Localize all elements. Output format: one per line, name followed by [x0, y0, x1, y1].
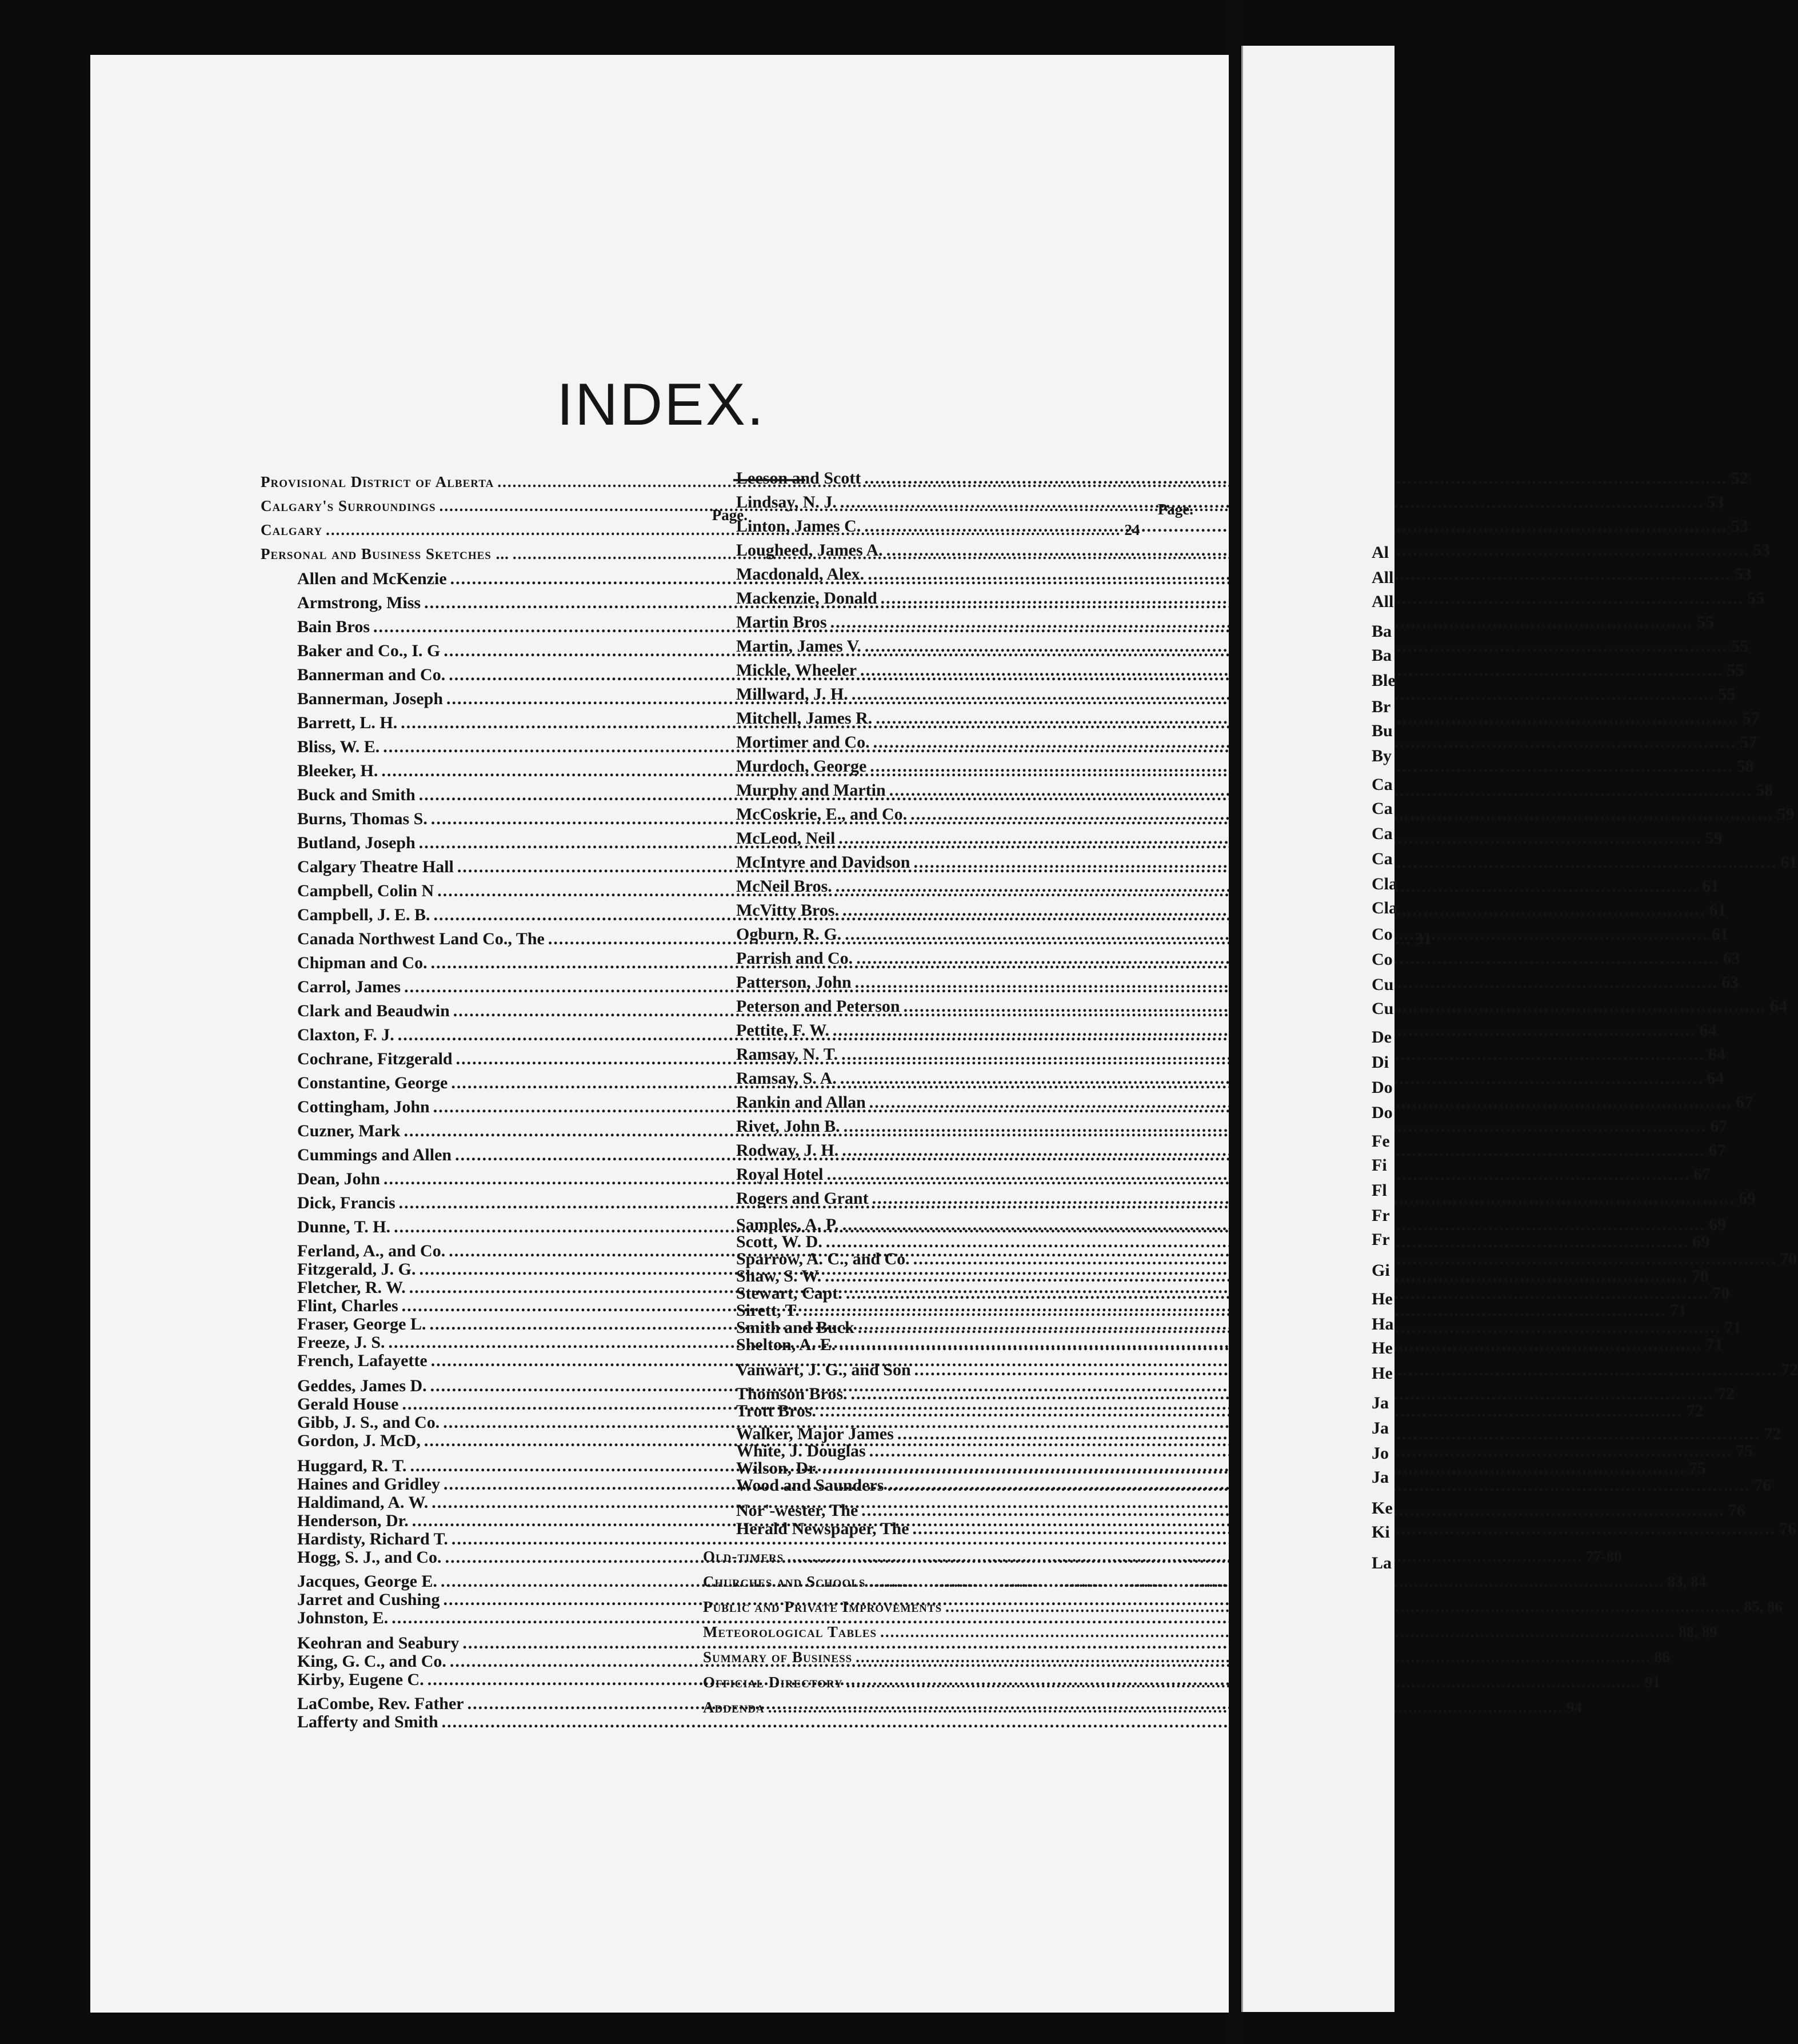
index-entry [261, 474, 676, 490]
entry-label: Peterson and Peterson [736, 997, 900, 1016]
entry-label: Martin, James V. [736, 637, 861, 656]
facing-page-fragment: Cu [1372, 999, 1394, 1018]
entry-page-number: 94 [1567, 1699, 1583, 1716]
facing-page-fragment: By [1372, 746, 1392, 765]
entry-label: Churches and Schools [703, 1573, 866, 1590]
entry-label: Mickle, Wheeler [736, 661, 857, 680]
entry-page-number: 58 [1736, 757, 1754, 776]
entry-label: Summary of Business [703, 1648, 853, 1666]
page-column-header-left: Page. [712, 506, 748, 524]
entry-label: Flint, Charles [297, 1296, 398, 1315]
facing-page-fragment: Fr [1372, 1230, 1390, 1249]
index-entry [297, 1334, 676, 1351]
entry-page-number: 55 [1727, 661, 1744, 680]
page-column-header-right: Page. [1157, 501, 1193, 518]
index-entry [297, 1378, 676, 1395]
entry-label: Lafferty and Smith [297, 1712, 438, 1731]
facing-page-fragment: Al [1372, 543, 1389, 562]
entry-label: Constantine, George [297, 1073, 448, 1092]
entry-label: Mortimer and Co. [736, 733, 870, 752]
facing-page-fragment: Ca [1372, 775, 1393, 794]
index-entry [297, 1195, 676, 1212]
entry-page-number: 72 [1717, 1384, 1735, 1403]
entry-label: Campbell, Colin N [297, 881, 434, 900]
facing-page-edge [1241, 46, 1243, 2012]
entry-label: Linton, James C. [736, 517, 861, 536]
index-entry [297, 1219, 676, 1236]
entry-label: Samples, A. P. [736, 1215, 839, 1234]
entry-label: Lindsay, N. J. [736, 493, 837, 512]
index-entry [297, 1003, 676, 1020]
facing-page-fragment: Ba [1372, 646, 1392, 665]
entry-label: Calgary [261, 521, 323, 538]
entry-label: Shaw, S. W. [736, 1267, 822, 1286]
entry-label: Cummings and Allen [297, 1145, 452, 1164]
index-entry [297, 1653, 676, 1670]
entry-label: Sirett, T. [736, 1301, 800, 1320]
entry-label: LaCombe, Rev. Father [297, 1694, 464, 1713]
entry-page-number: 69 [1692, 1232, 1710, 1251]
entry-label: Gerald House [297, 1395, 399, 1414]
entry-page-number: 76 [1728, 1501, 1745, 1520]
index-entry [297, 1573, 676, 1590]
entry-label: McVitty Bros. [736, 901, 839, 920]
index-entry [297, 666, 676, 684]
facing-page-fragment: Jo [1372, 1444, 1389, 1463]
entry-page-number: 70 [1712, 1284, 1730, 1303]
index-entry [297, 1075, 676, 1092]
entry-label: Stewart, Capt. [736, 1284, 842, 1303]
entry-label: Official Directory [703, 1674, 843, 1691]
index-entry [297, 811, 676, 828]
entry-page-number: 53 [1753, 541, 1771, 560]
entry-page-number: 67 [1736, 1093, 1753, 1112]
entry-label: Nor'-wester, The [736, 1501, 858, 1520]
entry-label: King, G. C., and Co. [297, 1652, 446, 1671]
entry-page-number: 55 [1718, 685, 1736, 704]
facing-page-fragment: Fl [1372, 1181, 1387, 1200]
entry-label: McIntyre and Davidson [736, 853, 910, 872]
entry-label: Calgary's Surroundings [261, 497, 436, 514]
entry-label: Claxton, F. J. [297, 1025, 394, 1044]
entry-label: Mitchell, James R. [736, 709, 873, 728]
index-entry [736, 757, 1754, 776]
index-entry [736, 1424, 1781, 1443]
entry-page-number: 63 [1721, 973, 1739, 992]
entry-page-number: 55 [1747, 589, 1765, 608]
entry-label: French, Lafayette [297, 1351, 427, 1370]
entry-page-number: 61 [1780, 853, 1797, 872]
entry-page-number: 59 [1777, 805, 1795, 824]
facing-page-fragment: Co [1372, 925, 1393, 944]
entry-label: Chipman and Co. [297, 953, 427, 972]
entry-label: Bliss, W. E. [297, 737, 380, 756]
entry-label: Haldimand, A. W. [297, 1493, 429, 1512]
facing-page-fragment: He [1372, 1364, 1393, 1383]
page-title: INDEX. [557, 372, 765, 438]
entry-page-number: 61 [1711, 925, 1729, 944]
entry-label: Leeson and Scott [736, 469, 861, 488]
entry-label: Haines and Gridley [297, 1475, 441, 1494]
facing-page-fragment: Do [1372, 1103, 1393, 1122]
leader-dots [442, 1714, 1305, 1731]
entry-label: Campbell, J. E. B. [297, 905, 430, 924]
entry-page-number: 69 [1739, 1189, 1756, 1208]
entry-label: Allen and McKenzie [297, 569, 447, 588]
index-entry [297, 594, 676, 612]
index-entry [297, 1494, 676, 1511]
entry-page-number: 71 [1669, 1301, 1687, 1320]
entry-label: Vanwart, J. G., and Son [736, 1360, 911, 1379]
entry-page-number: 88, 89 [1679, 1623, 1717, 1640]
leader-dots [787, 1549, 1582, 1564]
entry-label: Dean, John [297, 1169, 381, 1188]
facing-page-fragment: Cla [1372, 899, 1397, 917]
entry-label: Johnston, E. [297, 1608, 389, 1627]
entry-page-number: 57 [1742, 709, 1760, 728]
entry-label: Walker, Major James [736, 1424, 894, 1443]
index-entry [297, 1476, 676, 1493]
entry-label: McNeil Bros. [736, 877, 832, 896]
index-entry [297, 955, 676, 972]
facing-page-fragment: Br [1372, 697, 1391, 716]
index-entry [736, 1117, 1728, 1136]
entry-page-number: 55 [1697, 613, 1715, 632]
index-entry [703, 1573, 1707, 1590]
index-entry [297, 762, 676, 780]
entry-page-number: 75 [1736, 1442, 1753, 1460]
index-entry [297, 714, 676, 732]
entry-page-number: 69 [1709, 1215, 1727, 1234]
book-gutter [1229, 0, 1241, 2044]
index-entry [297, 979, 676, 996]
entry-label: Henderson, Dr. [297, 1511, 409, 1530]
facing-page-fragment: Cla [1372, 875, 1397, 893]
index-entry [297, 570, 676, 588]
entry-label: Meteorological Tables [703, 1623, 877, 1640]
entry-page-number: 64 [1708, 1045, 1725, 1064]
index-entry [297, 883, 676, 900]
entry-label: Old-timers [703, 1548, 784, 1565]
index-entry [703, 1598, 1783, 1615]
facing-page-fragment: He [1372, 1290, 1393, 1308]
facing-page-fragment: Fi [1372, 1156, 1387, 1175]
entry-label: Macdonald, Alex. [736, 565, 865, 584]
entry-label: Jacques, George E. [297, 1572, 437, 1591]
entry-label: Martin Bros [736, 613, 827, 632]
facing-page-fragment: De [1372, 1028, 1392, 1047]
index-entry [297, 1714, 676, 1731]
entry-label: Smith and Buck [736, 1318, 854, 1337]
index-entry [736, 469, 1748, 488]
entry-label: White, J. Douglas [736, 1442, 866, 1460]
index-entry [297, 1051, 676, 1068]
entry-label: Gordon, J. McD, [297, 1431, 421, 1450]
index-entry [261, 546, 676, 562]
index-entry [297, 1027, 676, 1044]
index-entry [297, 1352, 676, 1370]
entry-label: Huggard, R. T. [297, 1456, 407, 1475]
entry-page-number: 75 [1688, 1459, 1706, 1478]
entry-label: Rodway, J. H. [736, 1141, 839, 1160]
index-entry [736, 1318, 1742, 1337]
index-entry [297, 1123, 676, 1140]
facing-page-fragment: Ca [1372, 799, 1393, 818]
entry-page-number: 72 [1764, 1424, 1781, 1443]
index-entry [297, 1261, 676, 1278]
entry-label: Ogburn, R. G. [736, 925, 842, 944]
entry-label: McCoskrie, E., and Co. [736, 805, 908, 824]
facing-page-fragment: Ha [1372, 1315, 1394, 1334]
entry-label: Bain Bros [297, 617, 370, 636]
entry-page-number: 86 [1654, 1648, 1670, 1666]
index-entry [297, 642, 676, 660]
index-entry [297, 1298, 676, 1315]
index-entry [297, 859, 676, 876]
entry-page-number: 53 [1734, 565, 1752, 584]
entry-label: Canada Northwest Land Co., The [297, 929, 545, 948]
entry-label: Bleeker, H. [297, 761, 378, 780]
index-page [90, 55, 1798, 2013]
index-entry [297, 1396, 676, 1413]
entry-label: Cuzner, Mark [297, 1121, 401, 1140]
entry-label: Gibb, J. S., and Co. [297, 1413, 440, 1432]
entry-page-number: 76 [1753, 1476, 1771, 1495]
index-entry [297, 618, 676, 636]
facing-page-fragment: He [1372, 1339, 1393, 1358]
entry-label: Sparrow, A. C., and Co. [736, 1249, 910, 1268]
entry-label: Armstrong, Miss [297, 593, 421, 612]
facing-page-fragment: Ki [1372, 1523, 1390, 1542]
index-entry [703, 1699, 1583, 1716]
entry-page-number: 85, 86 [1744, 1598, 1783, 1615]
entry-label: Scott, W. D. [736, 1232, 822, 1251]
entry-page-number: 55 [1731, 637, 1749, 656]
entry-page-number: 61 [1709, 901, 1727, 920]
index-entry [736, 1249, 1797, 1268]
entry-label: Murdoch, George [736, 757, 867, 776]
index-entry [703, 1674, 1661, 1691]
entry-page-number: 58 [1756, 781, 1773, 800]
entry-label: Patterson, John [736, 973, 852, 992]
entry-label: McLeod, Neil [736, 829, 836, 848]
index-entry [297, 1635, 676, 1652]
entry-page-number: 63 [1723, 949, 1740, 968]
entry-page-number: 67 [1710, 1117, 1728, 1136]
entry-page-number: 61 [1702, 877, 1720, 896]
entry-page-number: 59 [1705, 829, 1723, 848]
entry-page-number: 31 [1415, 929, 1432, 948]
entry-label: Rogers and Grant [736, 1189, 869, 1208]
index-entry [297, 690, 676, 708]
index-entry [297, 1243, 676, 1260]
index-entry [297, 1591, 676, 1608]
index-entry [736, 949, 1740, 968]
entry-page-number: 71 [1724, 1318, 1742, 1337]
index-entry [297, 738, 676, 756]
index-entry [261, 498, 676, 514]
index-entry [736, 685, 1736, 704]
index-entry [297, 1147, 676, 1164]
facing-page-fragment: Fr [1372, 1206, 1390, 1225]
entry-page-number: 77-80 [1585, 1548, 1622, 1565]
index-entry [297, 1531, 676, 1548]
facing-page-fragment: Cu [1372, 975, 1394, 994]
entry-label: Kirby, Eugene C. [297, 1670, 424, 1689]
index-entry [736, 661, 1744, 680]
facing-page-fragment: Ke [1372, 1499, 1393, 1518]
entry-label: Ferland, A., and Co. [297, 1241, 446, 1260]
entry-label: Royal Hotel [736, 1165, 824, 1184]
entry-label: Wood and Saunders [736, 1476, 884, 1495]
entry-label: Hardisty, Richard T. [297, 1530, 448, 1548]
entry-label: Rivet, John B. [736, 1117, 840, 1136]
index-entry [297, 1512, 676, 1530]
entry-label: Personal and Business Sketches ... [261, 545, 509, 562]
entry-label: Addenda [703, 1699, 765, 1716]
entry-label: Clark and Beaudwin [297, 1001, 450, 1020]
index-entry [297, 835, 676, 852]
facing-page-fragment: All [1372, 592, 1394, 611]
index-entry [297, 1414, 676, 1431]
entry-label: Geddes, James D. [297, 1376, 427, 1395]
entry-label: Cochrane, Fitzgerald [297, 1049, 453, 1068]
index-entry [297, 787, 676, 804]
facing-page-fragment: Ba [1372, 622, 1392, 641]
entry-page-number: 64 [1699, 1021, 1717, 1040]
entry-label: Thomson Bros. [736, 1384, 848, 1403]
entry-label: Mackenzie, Donald [736, 589, 877, 608]
index-entry [297, 1695, 676, 1712]
entry-label: Burns, Thomas S. [297, 809, 427, 828]
entry-page-number: 70 [1691, 1267, 1709, 1286]
entry-page-number: 64 [1770, 997, 1788, 1016]
entry-label: Bannerman, Joseph [297, 689, 443, 708]
entry-page-number: 24 [1124, 521, 1140, 538]
index-entry [297, 907, 676, 924]
index-entry [736, 1301, 1687, 1320]
entry-label: Lougheed, James A. [736, 541, 883, 560]
facing-page-fragment: Do [1372, 1078, 1393, 1097]
entry-page-number: 53 [1707, 493, 1724, 512]
index-entry [736, 1335, 1723, 1354]
facing-page-fragment: Ja [1372, 1468, 1389, 1487]
entry-label: Millward, J. H. [736, 685, 848, 704]
entry-page-number: 70 [1780, 1249, 1797, 1268]
entry-label: Herald Newspaper, The [736, 1519, 909, 1538]
facing-page-fragment: Co [1372, 950, 1393, 969]
entry-label: Ramsay, S. A. [736, 1069, 837, 1088]
entry-label: Jarret and Cushing [297, 1590, 440, 1609]
entry-page-number: 67 [1693, 1165, 1711, 1184]
entry-label: Dick, Francis [297, 1193, 395, 1212]
index-entry [297, 1610, 676, 1627]
entry-label: Fraser, George L. [297, 1315, 426, 1334]
index-entry [297, 1279, 676, 1296]
index-entry [297, 1458, 676, 1475]
facing-page [1241, 46, 1395, 2012]
facing-page-fragment: Ca [1372, 849, 1393, 868]
facing-page-fragment: La [1372, 1554, 1392, 1572]
entry-label: Calgary Theatre Hall [297, 857, 454, 876]
entry-label: Parrish and Co. [736, 949, 853, 968]
facing-page-fragment: All [1372, 568, 1394, 587]
entry-page-number: 57 [1740, 733, 1757, 752]
index-entry [297, 1549, 676, 1566]
entry-label: Buck and Smith [297, 785, 415, 804]
index-entry [297, 1671, 676, 1688]
index-entry [736, 1093, 1753, 1112]
facing-page-fragment: Ble [1372, 671, 1396, 690]
index-entry [297, 1316, 676, 1333]
index-entry [736, 733, 1757, 752]
entry-label: Public and Private Improvements [703, 1598, 942, 1615]
leader-dots [768, 1700, 1563, 1715]
facing-page-fragment: Gi [1372, 1261, 1390, 1280]
entry-page-number: 52 [1731, 469, 1748, 488]
index-entry [297, 1432, 676, 1450]
entry-page-number: 67 [1708, 1141, 1726, 1160]
entry-label: Fitzgerald, J. G. [297, 1260, 416, 1279]
entry-label: Provisional District of Alberta [261, 473, 494, 490]
entry-label: Cottingham, John [297, 1097, 430, 1116]
entry-label: Pettite, F. W. [736, 1021, 830, 1040]
entry-page-number: 53 [1731, 517, 1748, 536]
entry-label: Ramsay, N. T. [736, 1045, 838, 1064]
entry-page-number: 91 [1645, 1674, 1661, 1691]
entry-label: Dunne, T. H. [297, 1217, 391, 1236]
entry-label: Keohran and Seabury [297, 1634, 460, 1652]
entry-label: Bannerman and Co. [297, 665, 446, 684]
entry-label: Baker and Co., I. G [297, 641, 441, 660]
facing-page-fragment: Ja [1372, 1394, 1389, 1412]
facing-page-fragment: Ja [1372, 1419, 1389, 1438]
entry-label: Wilson, Dr. [736, 1459, 819, 1478]
facing-page-fragment: Di [1372, 1053, 1389, 1072]
entry-page-number: 76 [1779, 1519, 1797, 1538]
entry-page-number: 72 [1686, 1402, 1704, 1420]
facing-page-fragment: Ca [1372, 824, 1393, 843]
entry-label: Rankin and Allan [736, 1093, 866, 1112]
index-entry [297, 1099, 676, 1116]
index-entry [297, 1171, 676, 1188]
index-entry [703, 1623, 1717, 1640]
entry-label: Shelton, A. E. [736, 1335, 836, 1354]
entry-label: Freeze, J. S. [297, 1333, 385, 1352]
index-entry [703, 1648, 1670, 1666]
entry-page-number: 83, 84 [1667, 1573, 1707, 1590]
entry-label: Barrett, L. H. [297, 713, 398, 732]
entry-label: Butland, Joseph [297, 833, 415, 852]
entry-page-number: 64 [1707, 1069, 1724, 1088]
entry-label: Murphy and Martin [736, 781, 886, 800]
entry-label: Trott Bros. [736, 1402, 816, 1420]
facing-page-fragment: Fe [1372, 1132, 1390, 1151]
entry-label: Carrol, James [297, 977, 401, 996]
entry-label: Fletcher, R. W. [297, 1278, 406, 1297]
entry-label: Hogg, S. J., and Co. [297, 1548, 442, 1567]
index-entry [736, 709, 1760, 728]
entry-page-number: 71 [1705, 1335, 1723, 1354]
facing-page-fragment: Bu [1372, 721, 1393, 740]
entry-page-number: 72 [1781, 1360, 1798, 1379]
